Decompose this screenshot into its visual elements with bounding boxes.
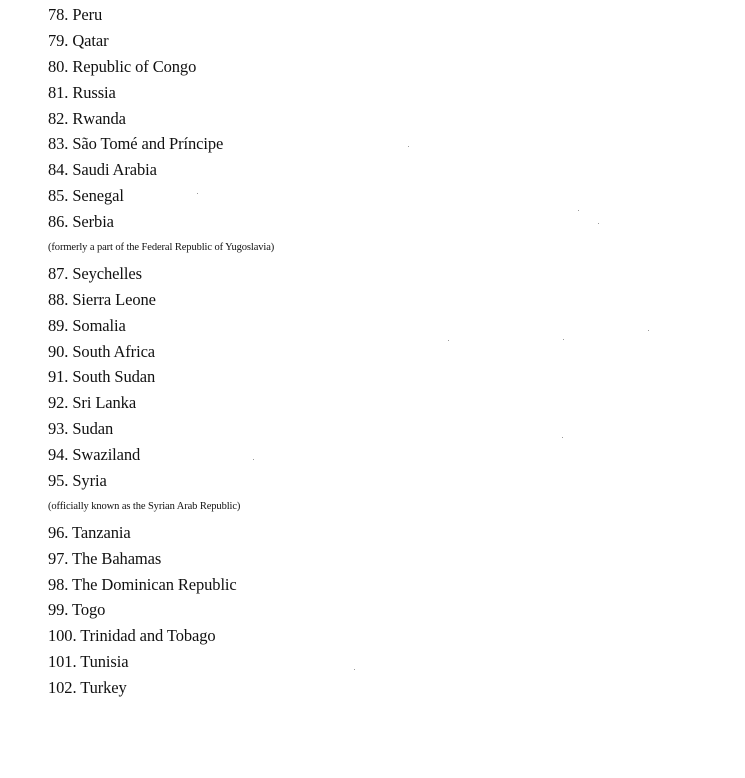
list-item-serbia: 86. Serbia	[48, 212, 114, 232]
list-item-peru: 78. Peru	[48, 5, 103, 24]
list-item-turkey: 102. Turkey	[48, 678, 127, 698]
scan-speck	[253, 459, 254, 460]
list-item-syria: 95. Syria	[48, 471, 107, 491]
list-item-republic-of-congo: 80. Republic of Congo	[48, 56, 197, 76]
list-item-rwanda: 82. Rwanda	[48, 108, 126, 128]
note-syria: (officially known as the Syrian Arab Republic)	[48, 500, 241, 512]
list-item-the-dominican-republic: 98. The Dominican Republic	[48, 574, 237, 594]
scan-speck	[563, 339, 564, 340]
scan-speck	[197, 193, 198, 194]
list-item-togo: 99. Togo	[48, 600, 106, 620]
list-item-south-africa: 90. South Africa	[48, 341, 156, 361]
list-item-seychelles: 87. Seychelles	[48, 263, 142, 283]
scan-speck	[562, 437, 563, 438]
list-item-sierra-leone: 88. Sierra Leone	[48, 289, 156, 309]
list-item-the-bahamas: 97. The Bahamas	[48, 548, 162, 568]
scan-speck	[648, 330, 649, 331]
list-item-tunisia: 101. Tunisia	[48, 652, 129, 672]
list-item-russia: 81. Russia	[48, 82, 116, 102]
list-item-trinidad-and-tobago: 100. Trinidad and Tobago	[48, 626, 216, 646]
list-item-tanzania: 96. Tanzania	[48, 522, 131, 542]
scan-speck	[448, 340, 449, 341]
scan-speck	[408, 146, 409, 147]
list-item-somalia: 89. Somalia	[48, 315, 126, 335]
note-serbia: (formerly a part of the Federal Republic of Yugoslavia)	[48, 242, 275, 254]
list-item-south-sudan: 91. South Sudan	[48, 367, 156, 387]
list-item-sao-tome-and-principe: 83. São Tomé and Príncipe	[48, 134, 224, 154]
list-item-sudan: 93. Sudan	[48, 419, 114, 439]
list-item-qatar: 79. Qatar	[48, 30, 109, 50]
country-list	[48, 0, 708, 701]
list-item-saudi-arabia: 84. Saudi Arabia	[48, 160, 157, 180]
list-item-swaziland: 94. Swaziland	[48, 445, 141, 465]
scan-speck	[578, 210, 579, 211]
scan-speck	[598, 223, 599, 224]
scan-speck	[354, 669, 355, 670]
list-item-sri-lanka: 92. Sri Lanka	[48, 393, 137, 413]
list-item-senegal: 85. Senegal	[48, 186, 124, 206]
